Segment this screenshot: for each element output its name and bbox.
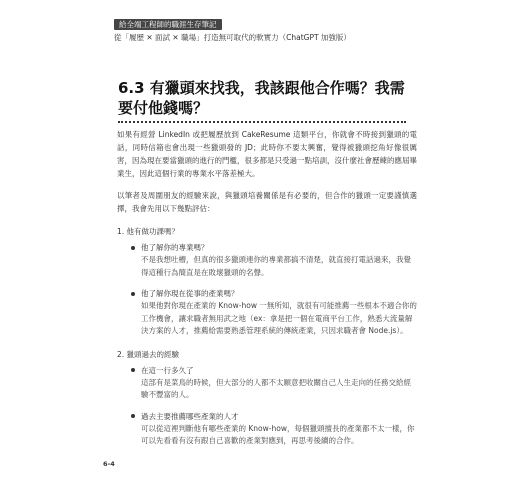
numbered-item-label: 2. 獵頭過去的經驗 bbox=[117, 349, 180, 359]
bullet-description: 可以從這裡判斷他有哪些產業的 Know-how，每個獵頭擅長的產業都不太一樣，你可以先看看有沒有跟自己喜歡的產業對應到，再思考後續的合作。 bbox=[141, 423, 415, 445]
numbered-item bbox=[117, 225, 417, 338]
bullet-heading: 在這一行多久了 bbox=[141, 365, 194, 375]
bullet-description: 如果他對你現在產業的 Know-how 一無所知，就很有可能推薦一些根本不適合你的工作機會，讓求職者無用武之地（ex：拿是把一個在電商平台工作，熟悉大流量解決方案的人才，推薦給需要熟悉管理系統的傳統產業，只因求職者會 Node.js）。 bbox=[141, 301, 417, 335]
bullet-item bbox=[131, 410, 417, 448]
bullet-heading: 過去主要推薦哪些產業的人才 bbox=[141, 411, 239, 421]
page-body bbox=[117, 124, 417, 448]
bullet-item bbox=[131, 364, 417, 402]
bullet-dot-icon bbox=[131, 292, 135, 296]
book-title: 給全端工程師的職涯生存筆記 bbox=[114, 19, 222, 30]
book-subtitle: 從「履歷 ✕ 面試 ✕ 職場」打造無可取代的軟實力（ChatGPT 加強版） bbox=[114, 33, 351, 42]
bullet-description: 這部有是菜鳥的時候，但大部分的人都不太願意把收關自己人生走向的任務交給經驗不豐富的人。 bbox=[141, 377, 411, 399]
running-header bbox=[114, 12, 351, 43]
bullet-heading: 他了解你現在從事的產業嗎？ bbox=[141, 289, 239, 298]
intro-paragraph: 如果有經營 LinkedIn 或把履歷放到 CakeResume 這類平台，你就會不時接到獵頭的電話，同時信箱也會出現一些獵頭發的 JD；此時你不要太興奮，覺得被獵頭挖角好像很厲害，因為現在要當獵頭的進行的門檻，很多都是只受過一點培訓，沒什麼社會歷練的應屆畢業生，因此這個行業的專業水平落差極大。 bbox=[117, 130, 417, 178]
bullet-heading: 他了解你的專業嗎？ bbox=[141, 243, 209, 252]
section-title: 6.3 有獵頭來找我，我該跟他合作嗎？我需要付他錢嗎？ bbox=[118, 79, 405, 117]
numbered-item-label: 1. 他有做功課嗎？ bbox=[117, 227, 180, 236]
bullet-description: 不是我想吐槽，但真的很多獵頭連你的專業都搞不清楚，就直接打電話過來，我覺得這種行為簡直是在敗壞獵頭的名聲。 bbox=[141, 255, 411, 277]
page-number: 6-4 bbox=[103, 460, 115, 468]
numbered-item bbox=[117, 348, 417, 448]
bullet-dot-icon bbox=[131, 414, 135, 418]
bullet-dot-icon bbox=[131, 246, 135, 250]
bullet-dot-icon bbox=[131, 368, 135, 372]
evaluation-paragraph: 以筆者及周圍朋友的經驗來說，與獵頭培養關係是有必要的，但合作的獵頭一定要謹慎選擇，我會先用以下幾點評估： bbox=[117, 191, 417, 213]
bullet-item bbox=[131, 287, 417, 338]
bullet-item bbox=[131, 241, 417, 279]
title-divider bbox=[118, 121, 406, 123]
